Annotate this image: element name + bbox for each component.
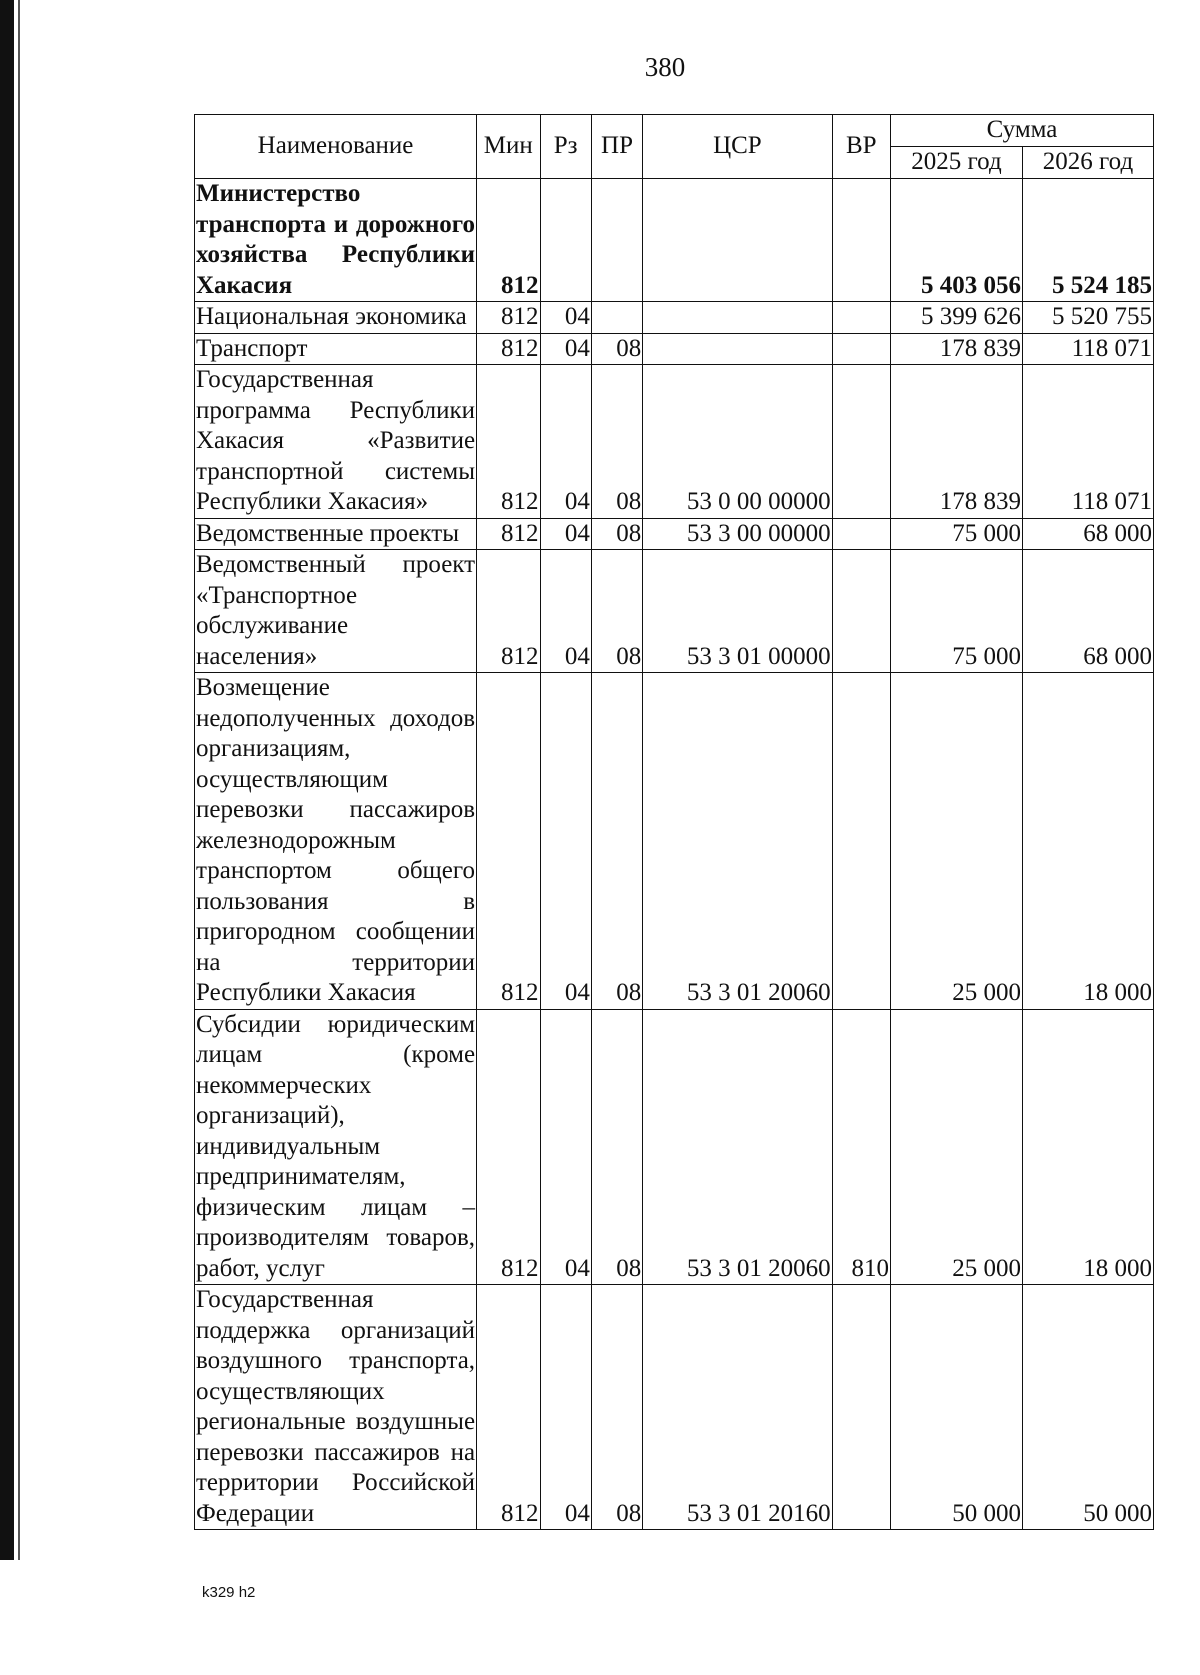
cell-pr: 08	[591, 333, 642, 365]
cell-y2026: 50 000	[1022, 1285, 1153, 1530]
cell-vr	[832, 333, 890, 365]
cell-rz	[540, 179, 591, 302]
header-pr: ПР	[591, 115, 642, 179]
budget-table	[194, 114, 1154, 1530]
cell-min: 812	[477, 302, 540, 334]
cell-vr	[832, 365, 890, 519]
header-year-2026: 2026 год	[1022, 147, 1153, 179]
cell-csr	[643, 333, 832, 365]
page-number: 380	[644, 52, 686, 82]
cell-y2026: 18 000	[1022, 673, 1153, 1010]
cell-rz: 04	[540, 550, 591, 673]
cell-y2025: 25 000	[891, 673, 1023, 1010]
cell-y2026: 18 000	[1022, 1009, 1153, 1285]
cell-csr: 53 3 01 00000	[643, 550, 832, 673]
cell-min: 812	[477, 1009, 540, 1285]
cell-vr	[832, 673, 890, 1010]
header-min: Мин	[477, 115, 540, 179]
table-row	[195, 673, 1154, 1010]
cell-pr: 08	[591, 550, 642, 673]
cell-y2025: 5 403 056	[891, 179, 1023, 302]
cell-y2026: 5 520 755	[1022, 302, 1153, 334]
cell-vr	[832, 302, 890, 334]
cell-y2025: 50 000	[891, 1285, 1023, 1530]
cell-vr	[832, 1285, 890, 1530]
cell-y2025: 25 000	[891, 1009, 1023, 1285]
cell-name: Министерство транспорта и дорожного хозяйства Республики Хакасия	[195, 179, 477, 302]
header-name: Наименование	[195, 115, 477, 179]
scan-edge-bar	[0, 0, 14, 1560]
table-row	[195, 179, 1154, 302]
cell-csr	[643, 302, 832, 334]
table-row	[195, 518, 1154, 550]
cell-rz: 04	[540, 302, 591, 334]
table-row	[195, 1285, 1154, 1530]
cell-rz: 04	[540, 333, 591, 365]
cell-csr	[643, 179, 832, 302]
cell-csr: 53 3 01 20160	[643, 1285, 832, 1530]
cell-pr: 08	[591, 1009, 642, 1285]
cell-y2026: 68 000	[1022, 550, 1153, 673]
cell-name: Транспорт	[195, 333, 477, 365]
header-vr: ВР	[832, 115, 890, 179]
cell-csr: 53 3 01 20060	[643, 1009, 832, 1285]
cell-pr	[591, 179, 642, 302]
table-row	[195, 1009, 1154, 1285]
cell-min: 812	[477, 333, 540, 365]
cell-vr	[832, 179, 890, 302]
table-row	[195, 302, 1154, 334]
cell-vr	[832, 550, 890, 673]
footer-code: k329 h2	[202, 1584, 256, 1601]
cell-y2025: 5 399 626	[891, 302, 1023, 334]
header-year-2025: 2025 год	[891, 147, 1023, 179]
table-row	[195, 365, 1154, 519]
cell-rz: 04	[540, 673, 591, 1010]
cell-min: 812	[477, 673, 540, 1010]
table-row	[195, 550, 1154, 673]
cell-y2026: 68 000	[1022, 518, 1153, 550]
cell-pr	[591, 302, 642, 334]
cell-y2025: 178 839	[891, 365, 1023, 519]
cell-rz: 04	[540, 1285, 591, 1530]
table-body	[195, 179, 1154, 1530]
cell-name: Субсидии юридическим лицам (кроме некоммерческих организаций), индивидуальным предпринимателям, физическим лицам – производителям товаров, работ, услуг	[195, 1009, 477, 1285]
cell-min: 812	[477, 365, 540, 519]
cell-name: Ведомственный проект «Транспортное обслуживание населения»	[195, 550, 477, 673]
cell-rz: 04	[540, 518, 591, 550]
cell-y2025: 75 000	[891, 518, 1023, 550]
cell-name: Государственная программа Республики Хакасия «Развитие транспортной системы Республики Хакасия»	[195, 365, 477, 519]
cell-name: Возмещение недополученных доходов организациям, осуществляющим перевозки пассажиров железнодорожным транспортом общего пользования в пригородном сообщении на территории Республики Хакасия	[195, 673, 477, 1010]
cell-name: Национальная экономика	[195, 302, 477, 334]
cell-csr: 53 0 00 00000	[643, 365, 832, 519]
cell-pr: 08	[591, 673, 642, 1010]
cell-vr: 810	[832, 1009, 890, 1285]
cell-y2026: 5 524 185	[1022, 179, 1153, 302]
cell-name: Государственная поддержка организаций воздушного транспорта, осуществляющих региональные воздушные перевозки пассажиров на территории Российской Федерации	[195, 1285, 477, 1530]
cell-csr: 53 3 00 00000	[643, 518, 832, 550]
header-csr: ЦСР	[643, 115, 832, 179]
cell-y2025: 75 000	[891, 550, 1023, 673]
cell-y2025: 178 839	[891, 333, 1023, 365]
cell-min: 812	[477, 518, 540, 550]
scan-edge-line	[18, 0, 20, 1560]
cell-vr	[832, 518, 890, 550]
cell-min: 812	[477, 179, 540, 302]
cell-name: Ведомственные проекты	[195, 518, 477, 550]
header-sum: Сумма	[891, 115, 1154, 147]
cell-y2026: 118 071	[1022, 333, 1153, 365]
cell-min: 812	[477, 1285, 540, 1530]
cell-csr: 53 3 01 20060	[643, 673, 832, 1010]
header-rz: Рз	[540, 115, 591, 179]
cell-pr: 08	[591, 1285, 642, 1530]
table-header	[195, 115, 1154, 179]
table-row	[195, 333, 1154, 365]
cell-pr: 08	[591, 518, 642, 550]
cell-min: 812	[477, 550, 540, 673]
cell-rz: 04	[540, 1009, 591, 1285]
cell-pr: 08	[591, 365, 642, 519]
cell-y2026: 118 071	[1022, 365, 1153, 519]
cell-rz: 04	[540, 365, 591, 519]
